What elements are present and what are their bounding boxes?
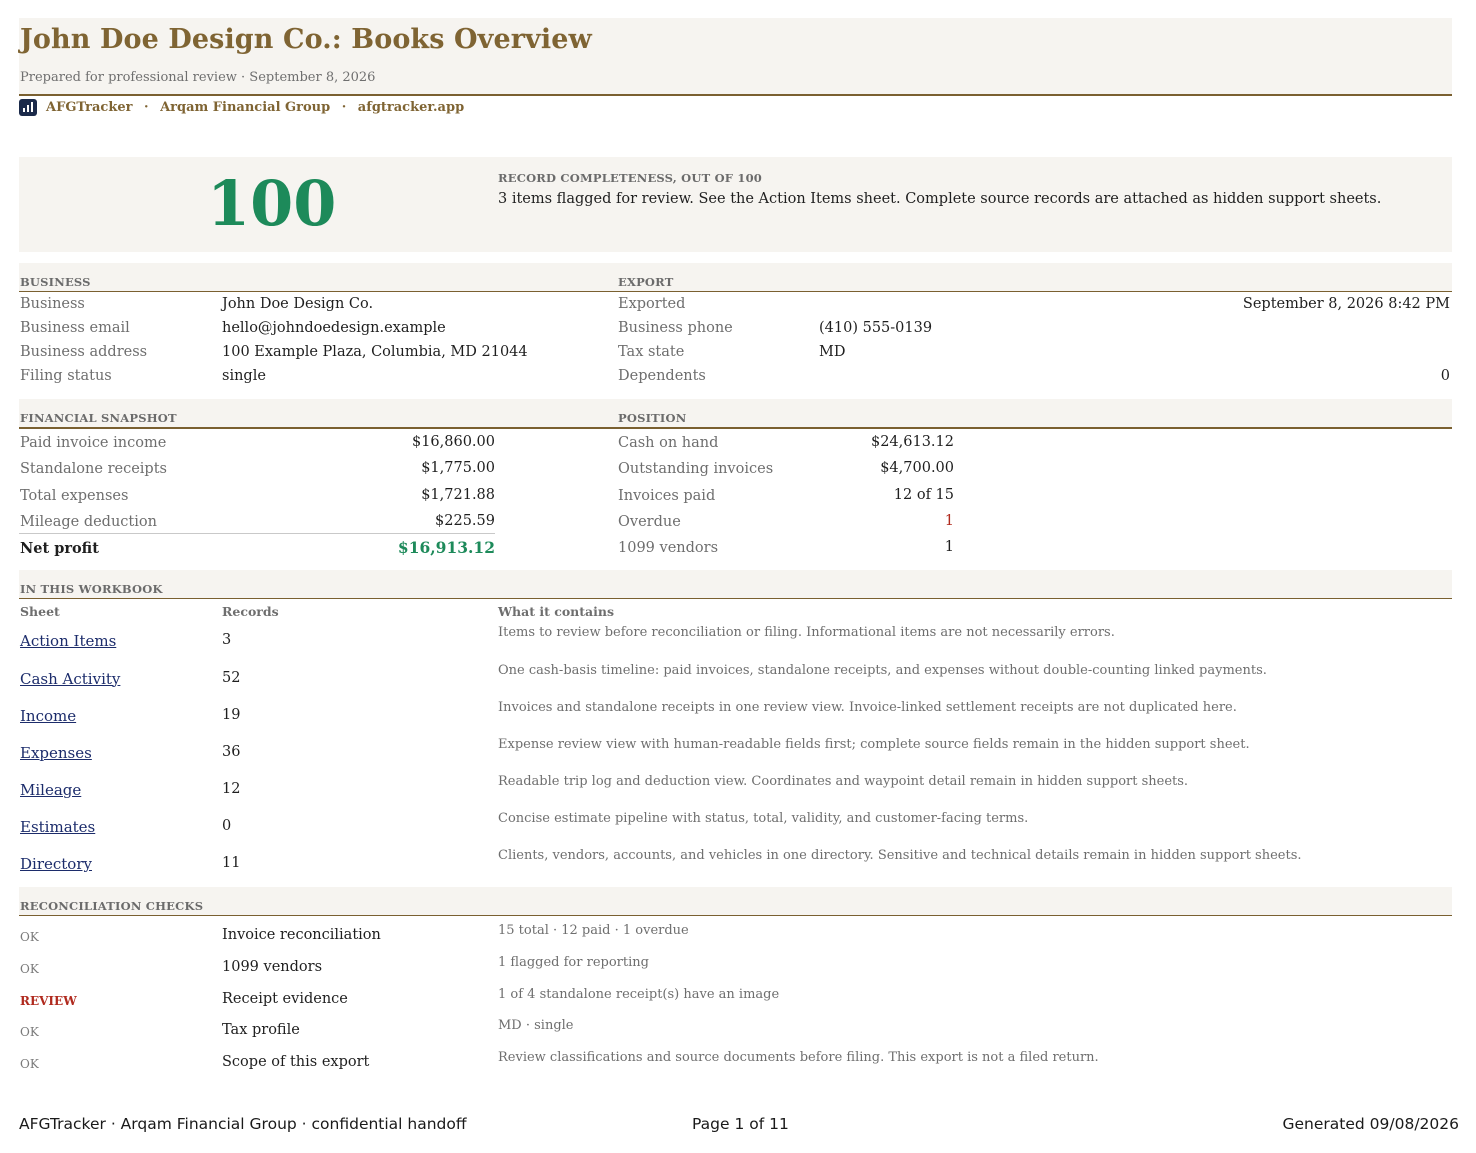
generated-date: Generated 09/08/2026 (1282, 1115, 1459, 1133)
business-address-value: 100 Example Plaza, Columbia, MD 21044 (222, 344, 528, 360)
dependents-value: 0 (1440, 368, 1450, 384)
overdue-label: Overdue (618, 513, 681, 530)
status-badge: REVIEW (20, 993, 77, 1008)
workbook-column-headers (19, 599, 1452, 621)
completeness-score-value: 100 (207, 167, 337, 240)
record-count: 19 (222, 706, 241, 723)
outstanding-invoices-value: $4,700.00 (880, 460, 954, 477)
reconciliation-table (19, 916, 1452, 1074)
table-row (19, 770, 1452, 807)
info-row (19, 316, 1452, 340)
total-expenses-label: Total expenses (20, 487, 129, 504)
export-heading: EXPORT (618, 275, 674, 289)
finance-row (19, 534, 1452, 560)
check-name: Scope of this export (222, 1053, 370, 1070)
standalone-receipts-value: $1,775.00 (421, 460, 495, 477)
business-heading: BUSINESS (20, 275, 91, 289)
business-address-label: Business address (20, 344, 148, 360)
cash-on-hand-value: $24,613.12 (870, 434, 954, 450)
net-profit-label: Net profit (20, 540, 99, 558)
record-count: 36 (222, 743, 241, 760)
column-header-contents: What it contains (498, 604, 615, 620)
sheet-description: Items to review before reconciliation or filing. Informational items are not necessarily errors. (498, 625, 1115, 641)
table-row (19, 948, 1452, 980)
report-page (19, 18, 1452, 1075)
workbook-section-header (19, 570, 1452, 599)
vendors-1099-label: 1099 vendors (618, 540, 719, 557)
page-number: Page 1 of 11 (692, 1115, 789, 1133)
brand-website: afgtracker.app (357, 100, 465, 115)
business-name-value: John Doe Design Co. (222, 296, 374, 312)
status-badge: OK (20, 961, 39, 976)
record-count: 52 (222, 669, 241, 686)
column-header-records: Records (222, 604, 279, 620)
table-row (19, 621, 1452, 658)
mileage-deduction-label: Mileage deduction (20, 513, 157, 530)
finance-row (19, 429, 1452, 455)
info-row (19, 292, 1452, 316)
business-email-value: hello@johndoedesign.example (222, 320, 446, 336)
completeness-score-label: RECORD COMPLETENESS, OUT OF 100 (498, 171, 762, 185)
outstanding-invoices-label: Outstanding invoices (618, 461, 774, 478)
snapshot-position-table (19, 429, 1452, 560)
table-row (19, 980, 1452, 1012)
brand-separator: · (144, 100, 149, 115)
filing-status-value: single (222, 368, 266, 384)
sheet-link-estimates[interactable]: Estimates (20, 817, 96, 836)
sheet-description: Concise estimate pipeline with status, total, validity, and customer-facing terms. (498, 810, 1029, 826)
sheet-description: Invoices and standalone receipts in one review view. Invoice-linked settlement receipts are not duplicated here. (498, 699, 1237, 715)
footer-left-text: AFGTracker · Arqam Financial Group · confidential handoff (19, 1115, 467, 1133)
sheet-link-directory[interactable]: Directory (20, 855, 92, 874)
net-profit-value: $16,913.12 (397, 538, 495, 558)
table-row (19, 1043, 1452, 1075)
exported-value: September 8, 2026 8:42 PM (1242, 296, 1450, 312)
financial-snapshot-heading: FINANCIAL SNAPSHOT (20, 411, 177, 425)
table-row (19, 807, 1452, 844)
check-name: Receipt evidence (222, 990, 348, 1007)
finance-row (19, 455, 1452, 481)
table-row (19, 916, 1452, 948)
bar-chart-logo-icon (19, 99, 37, 116)
check-name: Invoice reconciliation (222, 927, 381, 944)
report-header (19, 18, 1452, 96)
page-subtitle: Prepared for professional review · September 8, 2026 (20, 70, 376, 85)
paid-invoice-income-value: $16,860.00 (411, 434, 495, 450)
sheet-link-action-items[interactable]: Action Items (20, 632, 117, 651)
brand-company-name: Arqam Financial Group (160, 100, 331, 115)
table-row (19, 659, 1452, 696)
sheet-link-expenses[interactable]: Expenses (20, 743, 92, 762)
check-detail: 15 total · 12 paid · 1 overdue (498, 923, 689, 939)
sheet-description: Clients, vendors, accounts, and vehicles in one directory. Sensitive and technical details remain in hidden support sheets. (498, 848, 1302, 864)
page-footer (19, 1115, 1459, 1137)
completeness-score-panel (19, 157, 1452, 252)
record-count: 0 (222, 817, 232, 834)
workbook-heading: IN THIS WORKBOOK (20, 582, 163, 597)
position-heading: POSITION (618, 411, 687, 425)
check-detail: 1 of 4 standalone receipt(s) have an image (498, 986, 780, 1002)
exported-label: Exported (618, 296, 686, 312)
total-expenses-value: $1,721.88 (421, 486, 495, 503)
check-name: 1099 vendors (222, 958, 323, 975)
sheet-link-cash-activity[interactable]: Cash Activity (20, 669, 121, 688)
invoices-paid-label: Invoices paid (618, 487, 716, 504)
business-phone-label: Business phone (618, 320, 733, 336)
info-row (19, 340, 1452, 364)
record-count: 3 (222, 632, 232, 649)
business-export-table (19, 292, 1452, 388)
brand-app-name: AFGTracker (46, 100, 133, 115)
standalone-receipts-label: Standalone receipts (20, 461, 167, 478)
sheet-link-income[interactable]: Income (20, 706, 77, 725)
tax-state-value: MD (819, 344, 846, 360)
info-row (19, 364, 1452, 388)
table-row (19, 1011, 1452, 1043)
status-badge: OK (20, 1025, 39, 1040)
invoices-paid-value: 12 of 15 (893, 486, 954, 503)
table-row (19, 733, 1452, 770)
reconciliation-heading: RECONCILIATION CHECKS (20, 899, 204, 914)
finance-row (19, 482, 1452, 508)
dependents-label: Dependents (618, 368, 706, 384)
vendors-1099-value: 1 (944, 539, 954, 556)
record-count: 12 (222, 780, 241, 797)
snapshot-position-section-header (19, 399, 1452, 429)
brand-text (46, 100, 464, 115)
check-detail: Review classifications and source documents before filing. This export is not a filed return. (498, 1049, 1099, 1065)
sheet-description: One cash-basis timeline: paid invoices, standalone receipts, and expenses without double-counting linked payments. (498, 662, 1267, 678)
paid-invoice-income-label: Paid invoice income (20, 435, 167, 451)
check-detail: 1 flagged for reporting (498, 954, 649, 970)
check-name: Tax profile (222, 1022, 300, 1039)
status-badge: OK (20, 1056, 39, 1071)
tax-state-label: Tax state (618, 344, 685, 360)
brand-separator: · (341, 100, 347, 115)
finance-row (19, 508, 1452, 534)
table-row (19, 844, 1452, 881)
sheet-description: Expense review view with human-readable fields first; complete source fields remain in the hidden support sheet. (498, 736, 1250, 752)
business-phone-value: (410) 555-0139 (819, 320, 933, 336)
completeness-score-summary: 3 items flagged for review. See the Action Items sheet. Complete source records are attached as hidden support sheets. (498, 191, 1382, 207)
table-row (19, 696, 1452, 733)
sheet-description: Readable trip log and deduction view. Coordinates and waypoint detail remain in hidden support sheets. (498, 773, 1189, 789)
overdue-value: 1 (944, 512, 954, 529)
mileage-deduction-value: $225.59 (435, 512, 495, 529)
filing-status-label: Filing status (20, 368, 112, 384)
status-badge: OK (20, 930, 39, 945)
page-title: John Doe Design Co.: Books Overview (20, 24, 592, 55)
business-export-section-header (19, 263, 1452, 292)
sheet-link-mileage[interactable]: Mileage (20, 780, 82, 799)
brand-bar (19, 96, 1452, 136)
workbook-table (19, 621, 1452, 881)
business-name-label: Business (20, 296, 85, 312)
column-header-sheet: Sheet (20, 604, 60, 620)
business-email-label: Business email (20, 320, 130, 336)
reconciliation-section-header (19, 887, 1452, 916)
check-detail: MD · single (498, 1018, 574, 1034)
cash-on-hand-label: Cash on hand (618, 435, 719, 451)
record-count: 11 (222, 855, 241, 872)
